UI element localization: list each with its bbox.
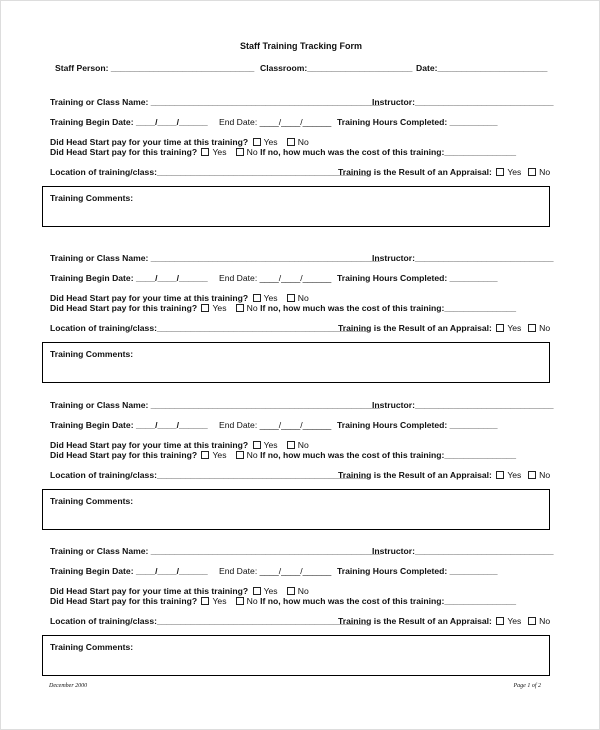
checkbox-yes[interactable] — [201, 304, 209, 312]
cost-field[interactable]: If no, how much was the cost of this training:_______________ — [260, 596, 517, 606]
yes-label: Yes — [263, 586, 278, 596]
checkbox-yes[interactable] — [201, 451, 209, 459]
checkbox-yes[interactable] — [201, 148, 209, 156]
hours-field[interactable]: Training Hours Completed: __________ — [337, 420, 498, 430]
pay-time-question — [50, 586, 309, 596]
yes-label: Yes — [507, 616, 522, 626]
yes-label: Yes — [212, 303, 227, 313]
checkbox-yes[interactable] — [253, 294, 261, 302]
no-label: No — [539, 616, 551, 626]
yes-label: Yes — [263, 137, 278, 147]
no-label: No — [297, 293, 309, 303]
checkbox-yes[interactable] — [253, 138, 261, 146]
staff-person-field[interactable]: Staff Person: ______________________________ — [55, 63, 255, 73]
checkbox-yes[interactable] — [496, 617, 504, 625]
appraisal-question — [338, 167, 550, 177]
training-comments-box[interactable] — [42, 635, 550, 676]
checkbox-no[interactable] — [236, 148, 244, 156]
class-name-field[interactable]: Training or Class Name: ________________________________________________ — [50, 400, 381, 410]
classroom-field[interactable]: Classroom:______________________ — [260, 63, 413, 73]
begin-date-field[interactable]: Training Begin Date: ____/____/______ — [50, 273, 208, 283]
checkbox-no[interactable] — [528, 471, 536, 479]
pay-time-question — [50, 293, 309, 303]
checkbox-no[interactable] — [236, 304, 244, 312]
pay-training-question — [50, 147, 516, 157]
training-entry — [1, 546, 600, 686]
no-label: No — [539, 167, 551, 177]
appraisal-label: Training is the Result of an Appraisal: — [338, 167, 492, 177]
pay-time-question — [50, 440, 309, 450]
no-label: No — [297, 440, 309, 450]
checkbox-no[interactable] — [528, 617, 536, 625]
instructor-field[interactable]: Instructor:_____________________________ — [372, 400, 554, 410]
cost-field[interactable]: If no, how much was the cost of this training:_______________ — [260, 147, 517, 157]
checkbox-no[interactable] — [287, 138, 295, 146]
yes-label: Yes — [263, 293, 278, 303]
yes-label: Yes — [212, 147, 227, 157]
pay-training-question — [50, 450, 516, 460]
appraisal-label: Training is the Result of an Appraisal: — [338, 470, 492, 480]
pay-training-label: Did Head Start pay for this training? — [50, 596, 198, 606]
class-name-field[interactable]: Training or Class Name: ________________________________________________ — [50, 97, 381, 107]
pay-training-question — [50, 596, 516, 606]
pay-time-label: Did Head Start pay for your time at this training? — [50, 586, 249, 596]
end-date-field[interactable] — [219, 566, 331, 576]
training-entry — [1, 97, 600, 237]
footer-date: December 2000 — [49, 683, 88, 689]
checkbox-no[interactable] — [287, 294, 295, 302]
appraisal-question — [338, 616, 550, 626]
checkbox-yes[interactable] — [253, 441, 261, 449]
appraisal-question — [338, 470, 550, 480]
appraisal-label: Training is the Result of an Appraisal: — [338, 616, 492, 626]
hours-field[interactable]: Training Hours Completed: __________ — [337, 117, 498, 127]
checkbox-yes[interactable] — [201, 597, 209, 605]
yes-label: Yes — [507, 323, 522, 333]
page-title: Staff Training Tracking Form — [239, 41, 363, 51]
yes-label: Yes — [507, 470, 522, 480]
no-label: No — [297, 137, 309, 147]
begin-date-field[interactable]: Training Begin Date: ____/____/______ — [50, 566, 208, 576]
training-comments-label: Training Comments: — [50, 193, 134, 203]
pay-time-label: Did Head Start pay for your time at this training? — [50, 293, 249, 303]
no-label: No — [246, 450, 258, 460]
training-entry — [1, 253, 600, 393]
pay-time-label: Did Head Start pay for your time at this training? — [50, 137, 249, 147]
pay-training-label: Did Head Start pay for this training? — [50, 147, 198, 157]
class-name-field[interactable]: Training or Class Name: ________________________________________________ — [50, 546, 381, 556]
checkbox-no[interactable] — [287, 441, 295, 449]
yes-label: Yes — [212, 596, 227, 606]
training-comments-label: Training Comments: — [50, 642, 134, 652]
end-date-label: End Date: ____/____/______ — [219, 566, 332, 576]
cost-field[interactable]: If no, how much was the cost of this training:_______________ — [260, 450, 517, 460]
yes-label: Yes — [507, 167, 522, 177]
checkbox-yes[interactable] — [496, 324, 504, 332]
checkbox-no[interactable] — [528, 324, 536, 332]
checkbox-yes[interactable] — [496, 471, 504, 479]
no-label: No — [539, 323, 551, 333]
instructor-field[interactable]: Instructor:_____________________________ — [372, 546, 554, 556]
no-label: No — [246, 303, 258, 313]
no-label: No — [539, 470, 551, 480]
training-comments-box[interactable] — [42, 489, 550, 530]
instructor-field[interactable]: Instructor:_____________________________ — [372, 253, 554, 263]
hours-field[interactable]: Training Hours Completed: __________ — [337, 566, 498, 576]
yes-label: Yes — [212, 450, 227, 460]
pay-training-question — [50, 303, 516, 313]
checkbox-yes[interactable] — [253, 587, 261, 595]
location-field[interactable]: Location of training/class:____________________________________________ — [50, 616, 368, 626]
checkbox-yes[interactable] — [496, 168, 504, 176]
checkbox-no[interactable] — [287, 587, 295, 595]
location-field[interactable]: Location of training/class:____________________________________________ — [50, 323, 368, 333]
hours-field[interactable]: Training Hours Completed: __________ — [337, 273, 498, 283]
yes-label: Yes — [263, 440, 278, 450]
checkbox-no[interactable] — [236, 451, 244, 459]
date-field[interactable]: Date:_______________________ — [416, 63, 548, 73]
appraisal-label: Training is the Result of an Appraisal: — [338, 323, 492, 333]
training-comments-box[interactable] — [42, 186, 550, 227]
training-comments-label: Training Comments: — [50, 496, 134, 506]
checkbox-no[interactable] — [236, 597, 244, 605]
end-date-field[interactable] — [219, 117, 331, 127]
class-name-field[interactable]: Training or Class Name: ________________________________________________ — [50, 253, 381, 263]
pay-training-label: Did Head Start pay for this training? — [50, 303, 198, 313]
end-date-label: End Date: ____/____/______ — [219, 273, 332, 283]
training-comments-label: Training Comments: — [50, 349, 134, 359]
location-field[interactable]: Location of training/class:____________________________________________ — [50, 167, 368, 177]
footer-page: Page 1 of 2 — [513, 683, 541, 689]
appraisal-question — [338, 323, 550, 333]
cost-field[interactable]: If no, how much was the cost of this training:_______________ — [260, 303, 517, 313]
end-date-label: End Date: ____/____/______ — [219, 420, 332, 430]
end-date-label: End Date: ____/____/______ — [219, 117, 332, 127]
pay-time-question — [50, 137, 309, 147]
training-entry — [1, 400, 600, 540]
instructor-field[interactable]: Instructor:_____________________________ — [372, 97, 554, 107]
no-label: No — [246, 147, 258, 157]
end-date-field[interactable] — [219, 273, 331, 283]
begin-date-field[interactable]: Training Begin Date: ____/____/______ — [50, 117, 208, 127]
no-label: No — [297, 586, 309, 596]
no-label: No — [246, 596, 258, 606]
location-field[interactable]: Location of training/class:____________________________________________ — [50, 470, 368, 480]
begin-date-field[interactable]: Training Begin Date: ____/____/______ — [50, 420, 208, 430]
pay-training-label: Did Head Start pay for this training? — [50, 450, 198, 460]
checkbox-no[interactable] — [528, 168, 536, 176]
training-comments-box[interactable] — [42, 342, 550, 383]
end-date-field[interactable] — [219, 420, 331, 430]
pay-time-label: Did Head Start pay for your time at this training? — [50, 440, 249, 450]
